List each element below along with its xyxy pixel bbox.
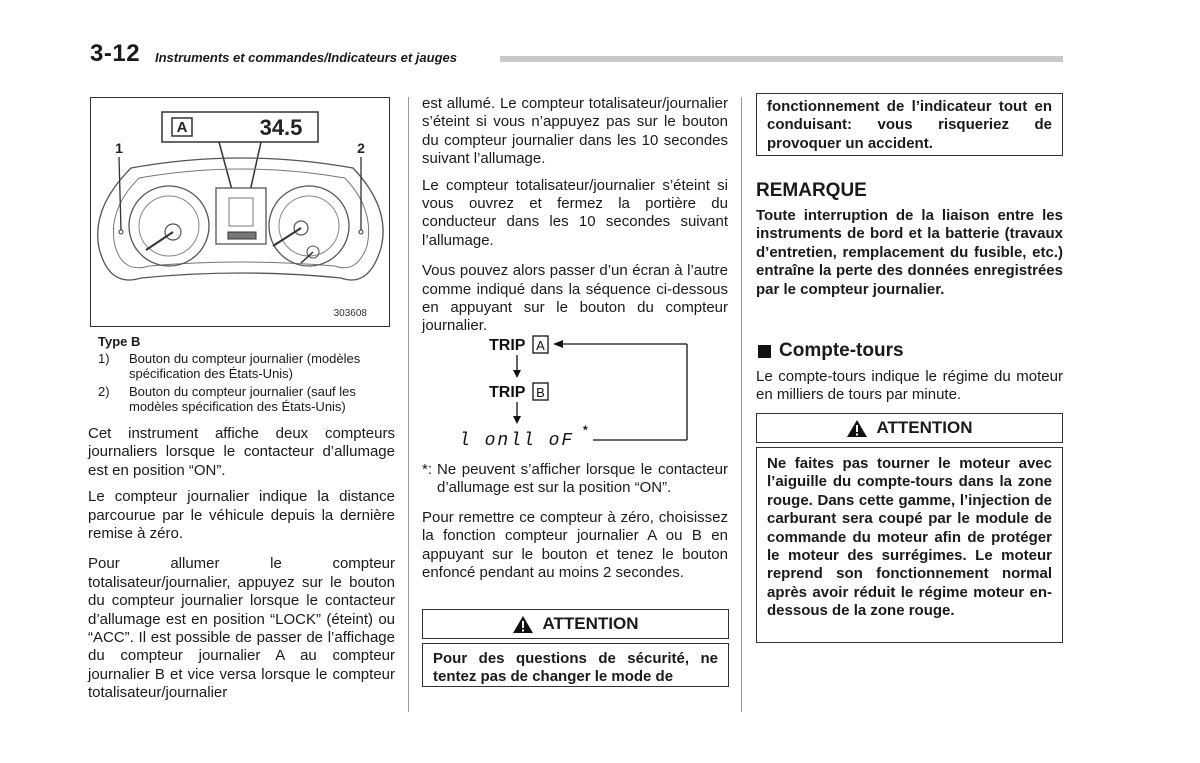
section-bullet-icon — [758, 345, 771, 358]
warning-triangle-icon — [512, 615, 534, 634]
odometer-display-text: l onll oF — [459, 431, 575, 450]
page-number: 3-12 — [90, 40, 141, 67]
footnote-marker: *: — [422, 461, 433, 478]
callout-1: 1 — [115, 140, 123, 156]
paragraph: Le compteur totalisateur/journalier s’éteint si vous ouvrez et fermez la portière du conducteur dans les 10 secondes suivant l’allumage. — [422, 176, 728, 249]
section-title: Compte-tours — [779, 340, 904, 361]
attention-continued-text: fonctionnement de l’indicateur tout en conduisant: vous risqueriez de provoquer un accident. — [767, 98, 1052, 152]
legend-number: 2) — [98, 383, 110, 399]
instrument-cluster-figure — [90, 97, 390, 327]
caption-title: Type B — [98, 334, 141, 349]
attention-box-continued — [756, 93, 1063, 156]
reset-paragraph: Pour remettre ce compteur à zéro, choisissez la fonction compteur journalier A ou B en appuyant sur le bouton et tenez le bouton enfoncé pendant au moins 2 secondes. — [422, 509, 728, 582]
paragraph: Vous pouvez alors passer d’un écran à l’autre comme indiqué dans la séquence ci-dessous en appuyant sur le bouton du compteur journalier. — [422, 262, 728, 335]
section-header-title: Instruments et commandes/Indicateurs et jauges — [155, 50, 457, 65]
instrument-cluster-illustration — [91, 98, 388, 325]
legend-text: Bouton du compteur journalier (modèles spécification des États-Unis) — [129, 351, 361, 382]
figure-legend — [98, 351, 396, 417]
attention-text: Pour des questions de sécurité, ne tentez pas de changer le mode de — [433, 650, 718, 686]
legend-item — [98, 384, 396, 415]
trip-sequence-diagram — [455, 330, 695, 450]
legend-number: 1) — [98, 351, 110, 366]
attention-label: ATTENTION — [542, 614, 639, 633]
attention-header-right — [756, 413, 1063, 443]
attention-box-right — [756, 447, 1063, 643]
attention-header-middle — [422, 609, 729, 639]
attention-label: ATTENTION — [876, 418, 973, 437]
column-divider-right — [741, 97, 742, 712]
footnote-text: Ne peuvent s’afficher lorsque le contacteur d’allumage est sur la position “ON”. — [437, 461, 728, 497]
remarque-title: REMARQUE — [756, 180, 867, 201]
remarque-text: Toute interruption de la liaison entre les instruments de bord et la batterie (travaux d’entretien, remplacement du fusible, etc.) entraîne la perte des données enregistrées par le compteur journalier. — [756, 207, 1063, 298]
paragraph: Le compteur journalier indique la distance parcourue par le véhicule depuis la dernière remise à zéro. — [88, 488, 395, 543]
trip-a-label: TRIP — [489, 337, 526, 354]
attention-box-middle — [422, 643, 729, 687]
footnote — [422, 461, 728, 498]
figure-code: 303608 — [333, 308, 367, 319]
attention-text: Ne faites pas tourner le moteur avec l’aiguille du compte-tours dans la zone rouge. Dans cette gamme, l’injection de carburant sera coupé par le module de commande du moteur afin de protéger le moteur des surrégimes. Le moteur reprend son fonctionnement normal après avoir réduit le régime moteur en-dessous de la zone rouge. — [767, 455, 1052, 620]
callout-2: 2 — [357, 140, 365, 156]
display-value: 34.5 — [259, 115, 303, 140]
trip-b-letter: B — [536, 385, 545, 400]
middle-column-text — [422, 95, 728, 344]
legend-item — [98, 351, 396, 382]
odometer-asterisk: * — [583, 423, 588, 437]
trip-b-label: TRIP — [489, 384, 526, 401]
section-text: Le compte-tours indique le régime du moteur en milliers de tours par minute. — [756, 368, 1063, 404]
left-column-text — [88, 425, 395, 711]
section-compte-tours — [758, 340, 904, 362]
paragraph: Cet instrument affiche deux compteurs journaliers lorsque le contacteur d’allumage est en position “ON”. — [88, 425, 395, 479]
paragraph: est allumé. Le compteur totalisateur/journalier s’éteint si vous n’appuyez pas sur le bouton du compteur journalier dans les 10 secondes suivant l’allumage. — [422, 95, 728, 168]
trip-a-letter: A — [536, 338, 545, 353]
header-rule — [500, 56, 1063, 62]
display-letter: A — [176, 119, 188, 136]
paragraph: Pour allumer le compteur totalisateur/journalier, appuyez sur le bouton du compteur journalier lorsque le contacteur d’allumage est en position “LOCK” (éteint) ou “ACC”. Il est possible de passer de l’affichage du compteur journalier A au compteur journalier B et vice versa lorsque le compteur totalisateur/journalier — [88, 555, 395, 702]
warning-triangle-icon — [846, 419, 868, 438]
legend-text: Bouton du compteur journalier (sauf les modèles spécification des États-Unis) — [129, 383, 356, 415]
column-divider-left — [408, 97, 409, 712]
